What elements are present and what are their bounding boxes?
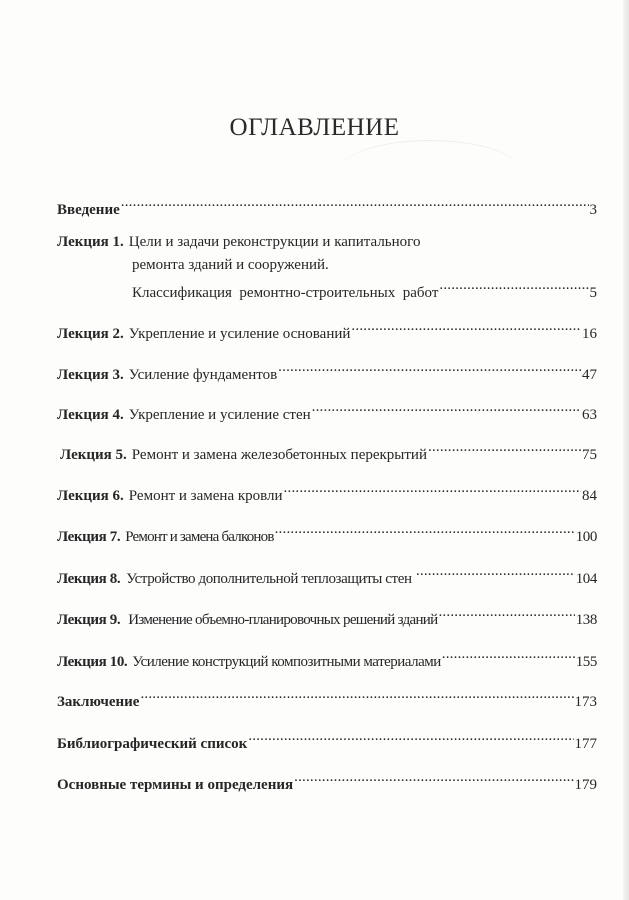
toc-page-number: 155	[575, 654, 597, 670]
toc-entry-title: Ремонт и замена балконов	[125, 529, 274, 545]
dot-leader	[278, 361, 581, 379]
toc-entry-title-line-2: ремонта зданий и сооружений.	[132, 257, 329, 273]
paper-mark	[340, 140, 520, 201]
toc-entry-label: Лекция 2.	[57, 326, 124, 342]
dot-leader	[439, 279, 588, 297]
toc-entry-lecture-8[interactable]	[57, 565, 597, 588]
toc-entry-title: Усиление фундаментов	[128, 367, 278, 383]
toc-entry-label: Лекция 5.	[60, 447, 127, 463]
toc-entry-title: Ремонт и замена железобетонных перекрытий	[131, 447, 427, 463]
toc-entry-lecture-1[interactable]	[57, 233, 597, 251]
dot-leader	[351, 320, 581, 338]
toc-entry-label: Основные термины и определения	[57, 777, 294, 793]
toc-entry-title: Усиление конструкций композитными материалами	[132, 654, 441, 670]
toc-page-number: 84	[582, 488, 597, 504]
toc-entry-label: Введение	[57, 202, 120, 218]
toc-page-number: 47	[582, 367, 597, 383]
dot-leader	[140, 688, 573, 706]
toc-entry-title-line-3: Классификация ремонтно-строительных работ	[132, 285, 439, 301]
toc-entry-label: Лекция 1.	[57, 234, 124, 250]
toc-page-number: 100	[575, 529, 597, 545]
toc-page-number: 5	[589, 285, 597, 301]
toc-entry-label: Лекция 10.	[57, 654, 128, 670]
page-title: ОГЛАВЛЕНИЕ	[229, 114, 400, 141]
toc-entry-label: Лекция 8.	[57, 571, 121, 587]
toc-entry-title: Изменение объемно-планировочных решений зданий	[128, 612, 438, 628]
toc-page-number: 138	[575, 612, 597, 628]
toc-page-number: 3	[589, 202, 597, 218]
dot-leader	[294, 771, 573, 789]
toc-entry-title: Укрепление и усиление стен	[128, 407, 311, 423]
dot-leader	[248, 730, 573, 748]
toc-entry-label: Лекция 7.	[57, 529, 121, 545]
dot-leader	[284, 482, 581, 500]
toc-page-number: 16	[582, 326, 597, 342]
toc-entry-label: Лекция 9.	[57, 612, 121, 628]
toc-entry-lecture-5[interactable]	[60, 441, 597, 464]
dot-leader	[275, 523, 575, 541]
toc-entry-title: Укрепление и усиление оснований	[128, 326, 351, 342]
toc-page-number: 63	[582, 407, 597, 423]
toc-entry-lecture-9[interactable]	[57, 606, 597, 629]
toc-entry-lecture-1-line-3[interactable]	[132, 279, 597, 302]
toc-entry-lecture-10[interactable]	[57, 648, 597, 671]
toc-entry-lecture-3[interactable]	[57, 361, 597, 384]
toc-entry-bibliography[interactable]	[57, 730, 597, 753]
dot-leader	[438, 606, 574, 624]
toc-entry-label: Лекция 3.	[57, 367, 124, 383]
toc-entry-title: Устройство дополнительной теплозащиты стен	[126, 571, 415, 587]
toc-entry-glossary[interactable]	[57, 771, 597, 794]
toc-entry-introduction[interactable]	[57, 196, 597, 219]
toc-page-number: 104	[575, 571, 597, 587]
toc-entry-lecture-6[interactable]	[57, 482, 597, 505]
dot-leader	[312, 401, 581, 419]
toc-page-number: 75	[582, 447, 597, 463]
toc-entry-conclusion[interactable]	[57, 688, 597, 711]
toc-entry-lecture-2[interactable]	[57, 320, 597, 343]
toc-page-number: 173	[574, 694, 597, 710]
toc-entry-lecture-4[interactable]	[57, 401, 597, 424]
toc-entry-lecture-7[interactable]	[57, 523, 597, 546]
dot-leader	[442, 648, 575, 666]
toc-entry-title: Ремонт и замена кровли	[128, 488, 283, 504]
toc-entry-label: Лекция 4.	[57, 407, 124, 423]
dot-leader	[121, 196, 589, 214]
toc-entry-label: Библиографический список	[57, 736, 248, 752]
toc-entry-label: Лекция 6.	[57, 488, 124, 504]
toc-page-number: 179	[574, 777, 597, 793]
toc-page-number: 177	[574, 736, 597, 752]
dot-leader	[416, 565, 575, 583]
toc-entry-label: Заключение	[57, 694, 140, 710]
toc-entry-title: Цели и задачи реконструкции и капитального	[128, 234, 421, 250]
dot-leader	[428, 441, 581, 459]
